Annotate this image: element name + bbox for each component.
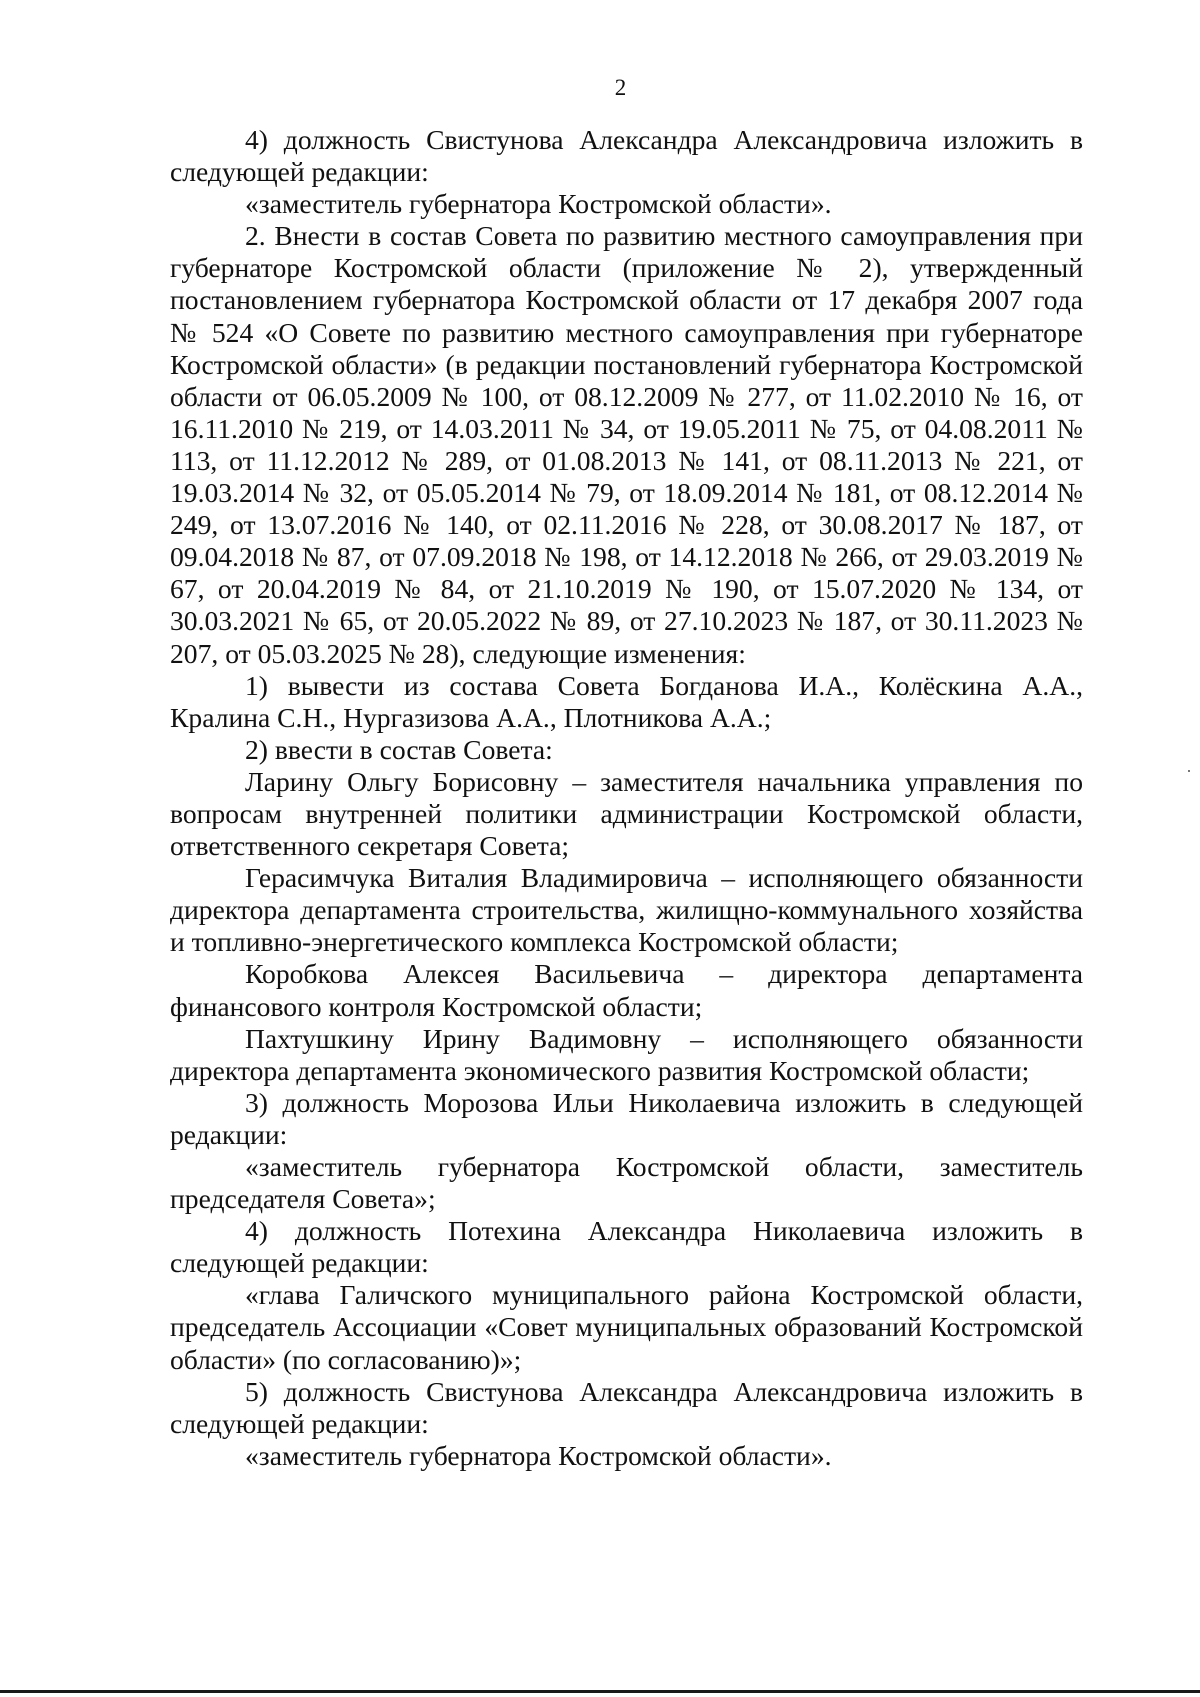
paragraph-korobkov: Коробкова Алексея Васильевича – директора департамента финансового контроля Костромской области; — [170, 958, 1083, 1022]
paragraph-item-2-add: 2) ввести в состав Совета: — [245, 733, 553, 765]
paragraph-pakhtushkina: Пахтушкину Ирину Вадимовну – исполняющего обязанности директора департамента экономического развития Костромской области; — [170, 1022, 1083, 1086]
paragraph-item-1-remove: 1) вывести из состава Совета Богданова И.А., Колёскина А.А., Кралина С.Н., Нургазизова А.А., Плотникова А.А.; — [170, 669, 1083, 733]
paragraph-item-3-morozov: 3) должность Морозова Ильи Николаевича изложить в следующей редакции: — [170, 1086, 1083, 1150]
paragraph-quote-deputy-governor: «заместитель губернатора Костромской области». — [245, 188, 832, 220]
scan-speck — [1188, 770, 1190, 772]
paragraph-item-4-svistunov: 4) должность Свистунова Александра Александровича изложить в следующей редакции: — [170, 124, 1083, 188]
paragraph-item-5-svistunov: 5) должность Свистунова Александра Александровича изложить в следующей редакции: — [170, 1375, 1083, 1439]
paragraph-item-4-potekhin: 4) должность Потехина Александра Николаевича изложить в следующей редакции: — [170, 1215, 1083, 1279]
document-body — [170, 124, 1083, 1472]
paragraph-larina: Ларину Ольгу Борисовну – заместителя начальника управления по вопросам внутренней политики администрации Костромской области, ответственного секретаря Совета; — [170, 765, 1083, 862]
paragraph-gerasimchuk: Герасимчука Виталия Владимировича – исполняющего обязанности директора департамента строительства, жилищно-коммунального хозяйства и топливно-энергетического комплекса Костромской области; — [170, 862, 1083, 958]
paragraph-section-2: 2. Внести в состав Совета по развитию местного самоуправления при губернаторе Костромской области (приложение № 2), утвержденный постановлением губернатора Костромской области от 17 декабря 2007 года № 524 «О Совете по развитию местного самоуправления при губернаторе Костромской области» (в редакции постановлений губернатора Костромской области от 06.05.2009 № 100, от 08.12.2009 № 277, от 11.02.2010 № 16, от 16.11.2010 № 219, от 14.03.2011 № 34, от 19.05.2011 № 75, от 04.08.2011 № 113, от 11.12.2012 № 289, от 01.08.2013 № 141, от 08.11.2013 № 221, от 19.03.2014 № 32, от 05.05.2014 № 79, от 18.09.2014 № 181, от 08.12.2014 № 249, от 13.07.2016 № 140, от 02.11.2016 № 228, от 30.08.2017 № 187, от 09.04.2018 № 87, от 07.09.2018 № 198, от 14.12.2018 № 266, от 29.03.2019 № 67, от 20.04.2019 № 84, от 21.10.2019 № 190, от 15.07.2020 № 134, от 30.03.2021 № 65, от 20.05.2022 № 89, от 27.10.2023 № 187, от 30.11.2023 № 207, от 05.03.2025 № 28), следующие изменения: — [170, 220, 1083, 669]
paragraph-quote-svistunov: «заместитель губернатора Костромской области». — [245, 1439, 832, 1471]
page-number: 2 — [614, 75, 627, 100]
paragraph-quote-potekhin: «глава Галичского муниципального района Костромской области, председатель Ассоциации «Совет муниципальных образований Костромской области» (по согласованию)»; — [170, 1279, 1083, 1375]
paragraph-quote-morozov: «заместитель губернатора Костромской области, заместитель председателя Совета»; — [170, 1151, 1083, 1215]
scan-bottom-edge — [0, 1690, 1200, 1693]
